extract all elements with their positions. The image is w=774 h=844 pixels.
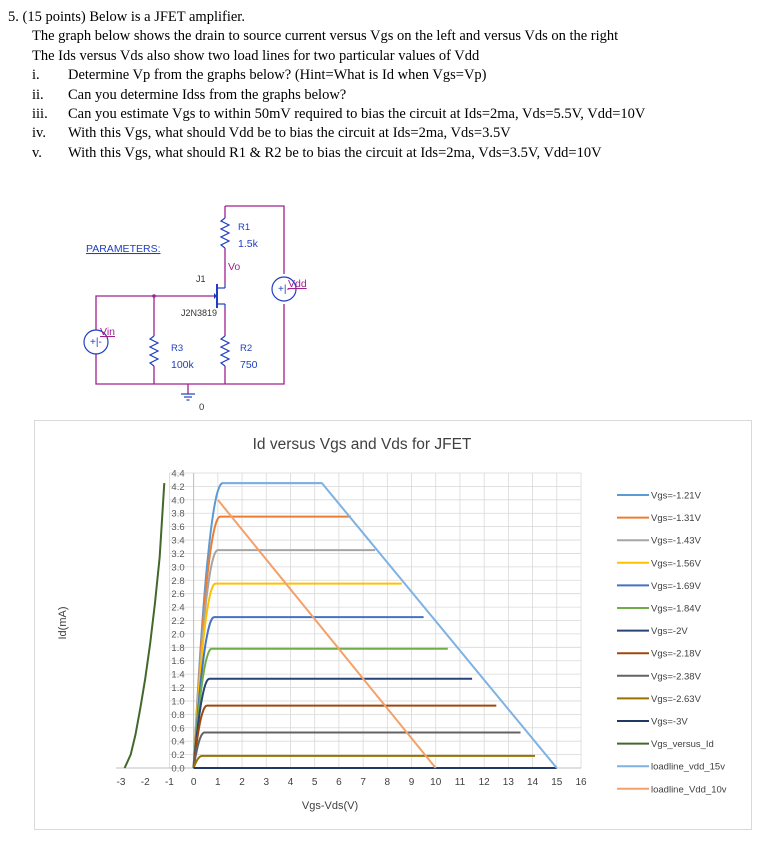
x-tick-label: 5 bbox=[311, 777, 318, 788]
jfet-chart bbox=[35, 421, 751, 829]
question-line-2: The graph below shows the drain to source current versus Vgs on the left and versus Vds on the right bbox=[32, 28, 619, 45]
y-tick-label: 1.0 bbox=[171, 696, 185, 708]
y-tick-label: 3.4 bbox=[171, 535, 185, 547]
x-tick-label: 2 bbox=[239, 777, 245, 788]
r2-value: 750 bbox=[240, 359, 258, 371]
question-item bbox=[8, 144, 768, 163]
y-axis-label: Id(mA) bbox=[57, 606, 69, 640]
vdd-label: Vdd bbox=[288, 278, 307, 290]
legend-label: Vgs=-1.21V bbox=[651, 490, 701, 502]
series-line bbox=[194, 649, 448, 768]
x-tick-label: 12 bbox=[478, 777, 490, 788]
y-tick-label: 3.0 bbox=[171, 562, 185, 574]
jfet-amplifier-schematic bbox=[78, 196, 328, 418]
y-tick-label: 2.4 bbox=[171, 602, 185, 614]
y-tick-labels bbox=[171, 469, 184, 775]
vin-polarity-icon: +|- bbox=[90, 337, 102, 348]
question-item bbox=[8, 105, 768, 124]
series-line bbox=[194, 617, 424, 768]
legend-label: Vgs=-2.63V bbox=[651, 693, 701, 705]
item-text: Determine Vp from the graphs below? (Hint=What is Id when Vgs=Vp) bbox=[68, 67, 487, 84]
y-tick-label: 1.2 bbox=[171, 683, 185, 695]
x-tick-label: 13 bbox=[502, 777, 514, 788]
item-text: Can you determine Idss from the graphs below? bbox=[68, 86, 347, 103]
parameters-label: PARAMETERS: bbox=[86, 243, 161, 255]
y-tick-label: 1.8 bbox=[171, 642, 185, 654]
series-line bbox=[194, 584, 402, 768]
x-tick-label: 8 bbox=[384, 777, 391, 788]
r3-resistor-symbol bbox=[150, 336, 158, 366]
item-text: With this Vgs, what should Vdd be to bias the circuit at Ids=2ma, Vds=3.5V bbox=[68, 125, 511, 142]
legend-label: Vgs=-1.31V bbox=[651, 513, 701, 525]
legend-label: Vgs=-1.69V bbox=[651, 580, 701, 592]
chart-title: Id versus Vgs and Vds for JFET bbox=[252, 436, 472, 453]
y-tick-label: 2.6 bbox=[171, 589, 185, 601]
y-tick-label: 0.4 bbox=[171, 736, 185, 748]
y-tick-label: 0.6 bbox=[171, 723, 185, 735]
x-tick-label: 9 bbox=[408, 777, 415, 788]
y-tick-label: 3.8 bbox=[171, 508, 185, 520]
r1-value: 1.5k bbox=[238, 238, 258, 250]
y-tick-label: 4.2 bbox=[171, 481, 185, 493]
series-line bbox=[125, 483, 165, 768]
x-tick-label: 7 bbox=[360, 777, 366, 788]
x-tick-label: 14 bbox=[527, 777, 539, 788]
x-axis-label: Vgs-Vds(V) bbox=[301, 800, 359, 812]
series-line bbox=[223, 483, 557, 768]
x-tick-label: -2 bbox=[140, 777, 150, 788]
y-tick-label: 0.0 bbox=[171, 763, 185, 775]
x-tick-label: 10 bbox=[430, 777, 442, 788]
legend-label: loadline_Vdd_10v bbox=[651, 784, 727, 796]
x-tick-label: 1 bbox=[215, 777, 221, 788]
chart-series bbox=[125, 483, 557, 768]
vdd-polarity-icon: +|- bbox=[278, 284, 290, 295]
wire-bottom bbox=[96, 354, 225, 384]
x-tick-label: 11 bbox=[454, 777, 466, 788]
j1-name: J1 bbox=[196, 274, 206, 284]
item-text: With this Vgs, what should R1 & R2 be to bias the circuit at Ids=2ma, Vds=3.5V, Vdd=10V bbox=[68, 144, 602, 161]
r1-resistor-symbol bbox=[221, 218, 229, 248]
vin-label: Vin bbox=[100, 326, 115, 338]
x-tick-label: -1 bbox=[164, 777, 174, 788]
wire-vdd-return bbox=[225, 304, 284, 384]
x-tick-label: 15 bbox=[551, 777, 563, 788]
ground-label: 0 bbox=[199, 402, 205, 413]
item-number: iii. bbox=[32, 106, 48, 123]
item-number: iv. bbox=[32, 125, 46, 142]
y-tick-label: 2.2 bbox=[171, 616, 185, 627]
question-item bbox=[8, 86, 768, 105]
question-line-3: The Ids versus Vds also show two load lines for two particular values of Vdd bbox=[32, 47, 480, 64]
chart-legend bbox=[617, 491, 727, 796]
legend-label: Vgs=-1.84V bbox=[651, 603, 701, 615]
legend-label: Vgs=-2.38V bbox=[651, 671, 701, 683]
item-text: Can you estimate Vgs to within 50mV required to bias the circuit at Ids=2ma, Vds=5.5V, Vdd=10V bbox=[68, 106, 646, 123]
r2-resistor-symbol bbox=[221, 336, 229, 366]
y-tick-label: 3.2 bbox=[171, 548, 185, 560]
legend-label: Vgs=-2V bbox=[651, 626, 688, 638]
x-tick-label: 0 bbox=[190, 777, 197, 788]
legend-label: Vgs=-1.56V bbox=[651, 558, 701, 570]
y-tick-label: 1.4 bbox=[171, 669, 185, 681]
legend-label: Vgs_versus_Id bbox=[651, 739, 714, 751]
y-tick-label: 1.6 bbox=[171, 656, 185, 668]
item-number: v. bbox=[32, 144, 42, 161]
y-tick-label: 4.0 bbox=[171, 495, 185, 507]
x-tick-label: -3 bbox=[116, 777, 126, 788]
question-header: 5. (15 points) Below is a JFET amplifier. bbox=[8, 9, 245, 25]
legend-label: Vgs=-2.18V bbox=[651, 648, 701, 660]
question-text bbox=[8, 8, 768, 163]
r1-name: R1 bbox=[238, 222, 251, 233]
series-line bbox=[194, 706, 497, 768]
y-tick-label: 2.0 bbox=[171, 629, 185, 641]
j1-part: J2N3819 bbox=[181, 308, 218, 318]
r3-value: 100k bbox=[171, 359, 194, 371]
y-tick-label: 2.8 bbox=[171, 575, 185, 587]
series-line bbox=[194, 517, 351, 768]
x-tick-label: 4 bbox=[287, 777, 294, 788]
question-item bbox=[8, 124, 768, 143]
legend-label: Vgs=-3V bbox=[651, 716, 688, 728]
r3-name: R3 bbox=[171, 343, 184, 354]
x-tick-label: 3 bbox=[263, 777, 270, 788]
x-tick-labels bbox=[117, 777, 587, 788]
x-tick-label: 16 bbox=[575, 777, 587, 788]
series-line bbox=[194, 483, 322, 768]
series-line bbox=[194, 733, 521, 769]
y-tick-label: 3.6 bbox=[171, 522, 185, 534]
x-tick-label: 6 bbox=[336, 777, 342, 788]
item-number: i. bbox=[32, 67, 40, 84]
vo-label: Vo bbox=[228, 261, 241, 273]
chart-frame bbox=[34, 420, 752, 830]
junction-dot bbox=[152, 294, 156, 298]
legend-label: Vgs=-1.43V bbox=[651, 535, 701, 547]
legend-label: loadline_vdd_15v bbox=[651, 761, 725, 773]
y-tick-label: 0.2 bbox=[171, 750, 185, 762]
y-tick-label: 4.4 bbox=[171, 468, 185, 480]
y-tick-label: 0.8 bbox=[171, 709, 185, 721]
item-number: ii. bbox=[32, 86, 44, 103]
r2-name: R2 bbox=[240, 343, 253, 354]
question-item bbox=[8, 66, 768, 85]
